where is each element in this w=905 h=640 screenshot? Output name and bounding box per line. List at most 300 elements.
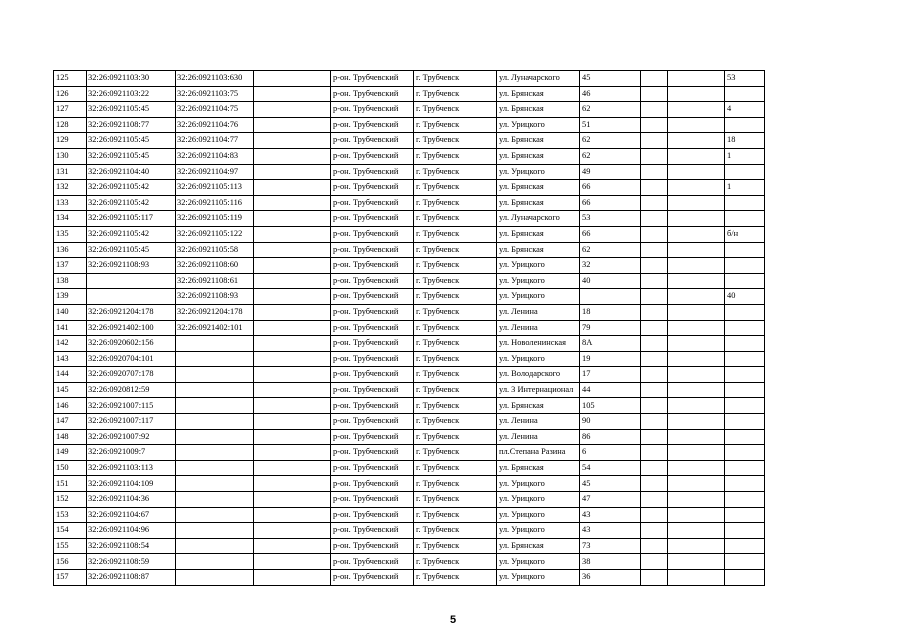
apartment-number-cell: 40: [725, 289, 765, 305]
address-table-body: [54, 71, 765, 586]
row-number-cell: 153: [54, 507, 87, 523]
cadastral-number-cell: 32:26:0921104:67: [87, 507, 176, 523]
blank-cell-cell: [254, 492, 331, 508]
apartment-number-cell: [725, 336, 765, 352]
blank-cell-2-cell: [641, 507, 668, 523]
blank-cell-3-cell: [668, 538, 725, 554]
blank-cell-cell: [254, 226, 331, 242]
apartment-number-cell: 1: [725, 180, 765, 196]
row-number-cell: 128: [54, 117, 87, 133]
blank-cell-2-cell: [641, 460, 668, 476]
cadastral-number-cell: 32:26:0921105:42: [87, 180, 176, 196]
street-cell: ул. Брянская: [497, 102, 580, 118]
street-cell: ул. Урицкого: [497, 273, 580, 289]
row-number-cell: 143: [54, 351, 87, 367]
blank-cell-2-cell: [641, 570, 668, 586]
street-cell: ул. Володарского: [497, 367, 580, 383]
table-row: [54, 86, 765, 102]
house-number-cell: 17: [580, 367, 641, 383]
city-cell: г. Трубчевск: [414, 570, 497, 586]
table-row: [54, 242, 765, 258]
table-row: [54, 258, 765, 274]
house-number-cell: 18: [580, 304, 641, 320]
blank-cell-3-cell: [668, 148, 725, 164]
blank-cell-3-cell: [668, 507, 725, 523]
house-number-cell: 51: [580, 117, 641, 133]
row-number-cell: 145: [54, 382, 87, 398]
blank-cell-cell: [254, 86, 331, 102]
house-number-cell: 49: [580, 164, 641, 180]
cadastral-number-cell: 32:26:0921103:22: [87, 86, 176, 102]
blank-cell-cell: [254, 507, 331, 523]
house-number-cell: 45: [580, 476, 641, 492]
cadastral-number-2-cell: 32:26:0921104:83: [176, 148, 254, 164]
blank-cell-cell: [254, 117, 331, 133]
district-cell: р-он. Трубчевский: [331, 289, 414, 305]
city-cell: г. Трубчевск: [414, 117, 497, 133]
cadastral-number-cell: [87, 273, 176, 289]
city-cell: г. Трубчевск: [414, 86, 497, 102]
house-number-cell: 44: [580, 382, 641, 398]
blank-cell-2-cell: [641, 102, 668, 118]
house-number-cell: 6: [580, 445, 641, 461]
cadastral-number-2-cell: [176, 460, 254, 476]
cadastral-number-cell: 32:26:0921108:93: [87, 258, 176, 274]
apartment-number-cell: [725, 570, 765, 586]
city-cell: г. Трубчевск: [414, 71, 497, 87]
blank-cell-2-cell: [641, 195, 668, 211]
blank-cell-cell: [254, 336, 331, 352]
blank-cell-2-cell: [641, 523, 668, 539]
apartment-number-cell: [725, 445, 765, 461]
house-number-cell: [580, 289, 641, 305]
district-cell: р-он. Трубчевский: [331, 86, 414, 102]
table-row: [54, 102, 765, 118]
row-number-cell: 150: [54, 460, 87, 476]
street-cell: ул. Урицкого: [497, 523, 580, 539]
district-cell: р-он. Трубчевский: [331, 133, 414, 149]
house-number-cell: 46: [580, 86, 641, 102]
city-cell: г. Трубчевск: [414, 476, 497, 492]
row-number-cell: 144: [54, 367, 87, 383]
blank-cell-cell: [254, 382, 331, 398]
cadastral-number-cell: 32:26:0921104:96: [87, 523, 176, 539]
street-cell: ул. Брянская: [497, 180, 580, 196]
blank-cell-3-cell: [668, 195, 725, 211]
house-number-cell: 90: [580, 414, 641, 430]
cadastral-number-2-cell: [176, 336, 254, 352]
blank-cell-3-cell: [668, 102, 725, 118]
page-number: 5: [449, 614, 457, 626]
district-cell: р-он. Трубчевский: [331, 429, 414, 445]
table-row: [54, 211, 765, 227]
blank-cell-cell: [254, 523, 331, 539]
district-cell: р-он. Трубчевский: [331, 351, 414, 367]
table-row: [54, 382, 765, 398]
blank-cell-cell: [254, 570, 331, 586]
apartment-number-cell: [725, 414, 765, 430]
row-number-cell: 140: [54, 304, 87, 320]
cadastral-number-cell: 32:26:0921104:109: [87, 476, 176, 492]
row-number-cell: 134: [54, 211, 87, 227]
street-cell: ул. Брянская: [497, 460, 580, 476]
cadastral-number-cell: 32:26:0921108:54: [87, 538, 176, 554]
row-number-cell: 126: [54, 86, 87, 102]
blank-cell-3-cell: [668, 351, 725, 367]
table-row: [54, 117, 765, 133]
row-number-cell: 154: [54, 523, 87, 539]
street-cell: ул. Брянская: [497, 195, 580, 211]
table-row: [54, 460, 765, 476]
blank-cell-3-cell: [668, 180, 725, 196]
row-number-cell: 149: [54, 445, 87, 461]
cadastral-number-2-cell: [176, 445, 254, 461]
apartment-number-cell: [725, 429, 765, 445]
district-cell: р-он. Трубчевский: [331, 102, 414, 118]
row-number-cell: 155: [54, 538, 87, 554]
city-cell: г. Трубчевск: [414, 538, 497, 554]
street-cell: ул. Брянская: [497, 226, 580, 242]
district-cell: р-он. Трубчевский: [331, 180, 414, 196]
blank-cell-cell: [254, 351, 331, 367]
cadastral-number-2-cell: [176, 507, 254, 523]
apartment-number-cell: [725, 320, 765, 336]
street-cell: пл.Степана Разина: [497, 445, 580, 461]
row-number-cell: 133: [54, 195, 87, 211]
blank-cell-3-cell: [668, 523, 725, 539]
table-row: [54, 164, 765, 180]
blank-cell-2-cell: [641, 398, 668, 414]
house-number-cell: 66: [580, 226, 641, 242]
district-cell: р-он. Трубчевский: [331, 226, 414, 242]
cadastral-number-cell: 32:26:0921103:113: [87, 460, 176, 476]
blank-cell-2-cell: [641, 180, 668, 196]
blank-cell-cell: [254, 538, 331, 554]
district-cell: р-он. Трубчевский: [331, 211, 414, 227]
table-row: [54, 429, 765, 445]
row-number-cell: 129: [54, 133, 87, 149]
blank-cell-3-cell: [668, 71, 725, 87]
district-cell: р-он. Трубчевский: [331, 492, 414, 508]
row-number-cell: 131: [54, 164, 87, 180]
cadastral-number-cell: 32:26:0921108:87: [87, 570, 176, 586]
street-cell: ул. Урицкого: [497, 258, 580, 274]
cadastral-number-cell: 32:26:0921105:42: [87, 226, 176, 242]
row-number-cell: 157: [54, 570, 87, 586]
cadastral-number-2-cell: 32:26:0921402:101: [176, 320, 254, 336]
blank-cell-2-cell: [641, 367, 668, 383]
row-number-cell: 138: [54, 273, 87, 289]
house-number-cell: 36: [580, 570, 641, 586]
city-cell: г. Трубчевск: [414, 273, 497, 289]
row-number-cell: 152: [54, 492, 87, 508]
apartment-number-cell: [725, 304, 765, 320]
city-cell: г. Трубчевск: [414, 523, 497, 539]
house-number-cell: 43: [580, 523, 641, 539]
blank-cell-3-cell: [668, 570, 725, 586]
house-number-cell: 32: [580, 258, 641, 274]
house-number-cell: 43: [580, 507, 641, 523]
cadastral-number-2-cell: 32:26:0921204:178: [176, 304, 254, 320]
district-cell: р-он. Трубчевский: [331, 476, 414, 492]
city-cell: г. Трубчевск: [414, 320, 497, 336]
house-number-cell: 47: [580, 492, 641, 508]
table-row: [54, 226, 765, 242]
apartment-number-cell: б/н: [725, 226, 765, 242]
street-cell: ул. Ленина: [497, 414, 580, 430]
house-number-cell: 62: [580, 242, 641, 258]
blank-cell-cell: [254, 320, 331, 336]
blank-cell-3-cell: [668, 476, 725, 492]
street-cell: ул. Урицкого: [497, 492, 580, 508]
district-cell: р-он. Трубчевский: [331, 507, 414, 523]
blank-cell-cell: [254, 476, 331, 492]
blank-cell-2-cell: [641, 164, 668, 180]
cadastral-number-2-cell: 32:26:0921104:97: [176, 164, 254, 180]
city-cell: г. Трубчевск: [414, 398, 497, 414]
city-cell: г. Трубчевск: [414, 554, 497, 570]
city-cell: г. Трубчевск: [414, 180, 497, 196]
street-cell: ул. Луначарского: [497, 211, 580, 227]
blank-cell-3-cell: [668, 164, 725, 180]
city-cell: г. Трубчевск: [414, 429, 497, 445]
blank-cell-3-cell: [668, 414, 725, 430]
house-number-cell: 62: [580, 133, 641, 149]
apartment-number-cell: [725, 242, 765, 258]
table-row: [54, 195, 765, 211]
table-row: [54, 445, 765, 461]
district-cell: р-он. Трубчевский: [331, 414, 414, 430]
apartment-number-cell: [725, 211, 765, 227]
blank-cell-cell: [254, 445, 331, 461]
city-cell: г. Трубчевск: [414, 445, 497, 461]
cadastral-number-cell: 32:26:0921007:117: [87, 414, 176, 430]
blank-cell-3-cell: [668, 398, 725, 414]
apartment-number-cell: 53: [725, 71, 765, 87]
street-cell: ул. Урицкого: [497, 554, 580, 570]
city-cell: г. Трубчевск: [414, 367, 497, 383]
blank-cell-cell: [254, 164, 331, 180]
apartment-number-cell: [725, 258, 765, 274]
blank-cell-cell: [254, 71, 331, 87]
blank-cell-cell: [254, 554, 331, 570]
house-number-cell: 66: [580, 195, 641, 211]
house-number-cell: 53: [580, 211, 641, 227]
district-cell: р-он. Трубчевский: [331, 554, 414, 570]
row-number-cell: 148: [54, 429, 87, 445]
apartment-number-cell: 18: [725, 133, 765, 149]
blank-cell-cell: [254, 102, 331, 118]
row-number-cell: 136: [54, 242, 87, 258]
district-cell: р-он. Трубчевский: [331, 148, 414, 164]
apartment-number-cell: [725, 367, 765, 383]
table-row: [54, 320, 765, 336]
house-number-cell: 66: [580, 180, 641, 196]
cadastral-number-cell: 32:26:0921007:115: [87, 398, 176, 414]
city-cell: г. Трубчевск: [414, 336, 497, 352]
cadastral-number-cell: 32:26:0920707:178: [87, 367, 176, 383]
table-row: [54, 492, 765, 508]
apartment-number-cell: [725, 507, 765, 523]
street-cell: ул. Урицкого: [497, 476, 580, 492]
district-cell: р-он. Трубчевский: [331, 273, 414, 289]
district-cell: р-он. Трубчевский: [331, 117, 414, 133]
house-number-cell: 38: [580, 554, 641, 570]
house-number-cell: 62: [580, 102, 641, 118]
cadastral-number-2-cell: [176, 382, 254, 398]
cadastral-number-2-cell: 32:26:0921103:630: [176, 71, 254, 87]
street-cell: ул. Брянская: [497, 242, 580, 258]
blank-cell-cell: [254, 429, 331, 445]
house-number-cell: 105: [580, 398, 641, 414]
blank-cell-2-cell: [641, 242, 668, 258]
blank-cell-2-cell: [641, 538, 668, 554]
apartment-number-cell: [725, 195, 765, 211]
cadastral-number-2-cell: 32:26:0921104:75: [176, 102, 254, 118]
table-row: [54, 273, 765, 289]
blank-cell-cell: [254, 414, 331, 430]
blank-cell-2-cell: [641, 382, 668, 398]
blank-cell-2-cell: [641, 117, 668, 133]
cadastral-number-2-cell: 32:26:0921108:60: [176, 258, 254, 274]
cadastral-number-2-cell: 32:26:0921104:76: [176, 117, 254, 133]
blank-cell-2-cell: [641, 86, 668, 102]
apartment-number-cell: [725, 554, 765, 570]
blank-cell-2-cell: [641, 289, 668, 305]
cadastral-number-cell: 32:26:0921105:42: [87, 195, 176, 211]
row-number-cell: 141: [54, 320, 87, 336]
table-row: [54, 523, 765, 539]
blank-cell-3-cell: [668, 492, 725, 508]
blank-cell-3-cell: [668, 273, 725, 289]
blank-cell-2-cell: [641, 492, 668, 508]
city-cell: г. Трубчевск: [414, 133, 497, 149]
cadastral-number-2-cell: 32:26:0921104:77: [176, 133, 254, 149]
street-cell: ул. Ленина: [497, 304, 580, 320]
city-cell: г. Трубчевск: [414, 102, 497, 118]
table-row: [54, 133, 765, 149]
house-number-cell: 40: [580, 273, 641, 289]
district-cell: р-он. Трубчевский: [331, 71, 414, 87]
blank-cell-3-cell: [668, 242, 725, 258]
blank-cell-2-cell: [641, 445, 668, 461]
table-row: [54, 538, 765, 554]
row-number-cell: 135: [54, 226, 87, 242]
blank-cell-2-cell: [641, 211, 668, 227]
table-row: [54, 336, 765, 352]
cadastral-number-2-cell: 32:26:0921108:61: [176, 273, 254, 289]
district-cell: р-он. Трубчевский: [331, 538, 414, 554]
district-cell: р-он. Трубчевский: [331, 398, 414, 414]
blank-cell-3-cell: [668, 367, 725, 383]
district-cell: р-он. Трубчевский: [331, 570, 414, 586]
city-cell: г. Трубчевск: [414, 460, 497, 476]
blank-cell-2-cell: [641, 226, 668, 242]
district-cell: р-он. Трубчевский: [331, 320, 414, 336]
apartment-number-cell: [725, 538, 765, 554]
table-row: [54, 367, 765, 383]
street-cell: ул. Брянская: [497, 538, 580, 554]
cadastral-number-2-cell: 32:26:0921105:116: [176, 195, 254, 211]
blank-cell-3-cell: [668, 382, 725, 398]
city-cell: г. Трубчевск: [414, 148, 497, 164]
apartment-number-cell: [725, 382, 765, 398]
city-cell: г. Трубчевск: [414, 164, 497, 180]
cadastral-number-cell: 32:26:0921105:117: [87, 211, 176, 227]
cadastral-number-2-cell: [176, 554, 254, 570]
blank-cell-2-cell: [641, 336, 668, 352]
blank-cell-2-cell: [641, 351, 668, 367]
apartment-number-cell: [725, 476, 765, 492]
cadastral-number-2-cell: [176, 351, 254, 367]
city-cell: г. Трубчевск: [414, 382, 497, 398]
cadastral-number-cell: 32:26:0921108:59: [87, 554, 176, 570]
street-cell: ул. Урицкого: [497, 570, 580, 586]
row-number-cell: 125: [54, 71, 87, 87]
street-cell: ул. Брянская: [497, 133, 580, 149]
blank-cell-3-cell: [668, 289, 725, 305]
table-row: [54, 148, 765, 164]
blank-cell-2-cell: [641, 148, 668, 164]
apartment-number-cell: [725, 117, 765, 133]
house-number-cell: 45: [580, 71, 641, 87]
blank-cell-cell: [254, 289, 331, 305]
cadastral-number-cell: 32:26:0921104:40: [87, 164, 176, 180]
blank-cell-2-cell: [641, 71, 668, 87]
apartment-number-cell: [725, 164, 765, 180]
apartment-number-cell: [725, 398, 765, 414]
cadastral-number-cell: 32:26:0921105:45: [87, 148, 176, 164]
blank-cell-3-cell: [668, 429, 725, 445]
city-cell: г. Трубчевск: [414, 211, 497, 227]
house-number-cell: 62: [580, 148, 641, 164]
row-number-cell: 127: [54, 102, 87, 118]
blank-cell-2-cell: [641, 273, 668, 289]
row-number-cell: 139: [54, 289, 87, 305]
district-cell: р-он. Трубчевский: [331, 258, 414, 274]
house-number-cell: 86: [580, 429, 641, 445]
cadastral-number-2-cell: [176, 570, 254, 586]
cadastral-number-2-cell: [176, 492, 254, 508]
apartment-number-cell: [725, 523, 765, 539]
cadastral-number-cell: [87, 289, 176, 305]
cadastral-number-2-cell: 32:26:0921103:75: [176, 86, 254, 102]
blank-cell-2-cell: [641, 258, 668, 274]
blank-cell-cell: [254, 180, 331, 196]
blank-cell-2-cell: [641, 414, 668, 430]
cadastral-number-cell: 32:26:0921108:77: [87, 117, 176, 133]
blank-cell-cell: [254, 398, 331, 414]
blank-cell-3-cell: [668, 226, 725, 242]
table-row: [54, 180, 765, 196]
blank-cell-cell: [254, 304, 331, 320]
cadastral-number-2-cell: [176, 476, 254, 492]
table-row: [54, 71, 765, 87]
cadastral-number-2-cell: [176, 414, 254, 430]
blank-cell-2-cell: [641, 320, 668, 336]
city-cell: г. Трубчевск: [414, 226, 497, 242]
blank-cell-cell: [254, 148, 331, 164]
cadastral-number-cell: 32:26:0921204:178: [87, 304, 176, 320]
house-number-cell: 19: [580, 351, 641, 367]
district-cell: р-он. Трубчевский: [331, 195, 414, 211]
apartment-number-cell: [725, 86, 765, 102]
blank-cell-3-cell: [668, 211, 725, 227]
blank-cell-2-cell: [641, 429, 668, 445]
street-cell: ул. 3 Интернационал: [497, 382, 580, 398]
blank-cell-cell: [254, 258, 331, 274]
blank-cell-3-cell: [668, 320, 725, 336]
